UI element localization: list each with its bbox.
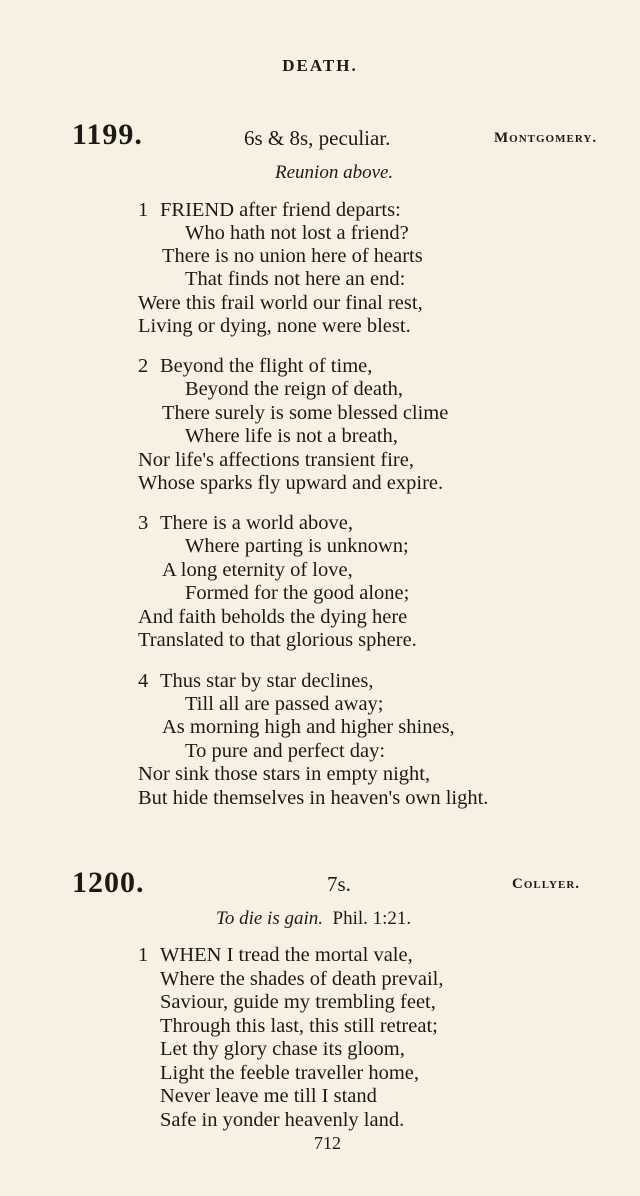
verse-first-line: 1 FRIEND after friend departs: [138, 199, 401, 221]
verse-line: Who hath not lost a friend? [185, 222, 409, 244]
hymn-author: Montgomery. [494, 130, 598, 146]
verse-line: But hide themselves in heaven's own light. [138, 787, 489, 809]
verse-first-line: 2 Beyond the flight of time, [138, 355, 373, 377]
hymn-number: 1200. [72, 866, 145, 899]
verse-line: Whose sparks fly upward and expire. [138, 472, 444, 494]
verse-line: Light the feeble traveller home, [160, 1062, 419, 1084]
verse-number: 1 [138, 944, 149, 966]
verse-line: As morning high and higher shines, [162, 716, 455, 738]
verse-first-line: 3 There is a world above, [138, 512, 353, 534]
hymn-title: To die is gain. Phil. 1:21. [216, 908, 412, 929]
hymn-author: Collyer. [512, 876, 581, 892]
hymn-meter: 6s & 8s, peculiar. [244, 126, 391, 150]
verse-number: 4 [138, 670, 149, 692]
verse-number: 1 [138, 199, 149, 221]
verse-line: There surely is some blessed clime [162, 402, 449, 424]
running-head: DEATH. [282, 56, 358, 75]
verse-line: Formed for the good alone; [185, 582, 410, 604]
verse-number: 3 [138, 512, 149, 534]
verse-line: To pure and perfect day: [185, 740, 386, 762]
verse-line: Where parting is unknown; [185, 535, 409, 557]
verse-line: There is no union here of hearts [162, 245, 423, 267]
hymn-title: Reunion above. [275, 162, 394, 183]
verse-line: Never leave me till I stand [160, 1085, 377, 1107]
verse-first-line: 1 WHEN I tread the mortal vale, [138, 944, 413, 966]
verse-line: Living or dying, none were blest. [138, 315, 411, 337]
verse-line: Saviour, guide my trembling feet, [160, 991, 436, 1013]
verse-line: Were this frail world our final rest, [138, 292, 423, 314]
verse-line: Through this last, this still retreat; [160, 1015, 438, 1037]
verse-line: Let thy glory chase its gloom, [160, 1038, 405, 1060]
verse-line: Translated to that glorious sphere. [138, 629, 417, 651]
verse-line: Safe in yonder heavenly land. [160, 1109, 405, 1131]
scripture-reference: Phil. 1:21. [332, 908, 412, 929]
verse-line: A long eternity of love, [162, 559, 353, 581]
verse-line: Where life is not a breath, [185, 425, 398, 447]
hymn-meter: 7s. [327, 872, 351, 896]
verse-line: Till all are passed away; [185, 693, 384, 715]
verse-line: Nor sink those stars in empty night, [138, 763, 431, 785]
verse-line: Nor life's affections transient fire, [138, 449, 414, 471]
verse-line: Beyond the reign of death, [185, 378, 404, 400]
page-number: 712 [314, 1133, 341, 1153]
verse-first-line: 4 Thus star by star declines, [138, 670, 374, 692]
hymn-number: 1199. [72, 118, 143, 151]
verse-line: Where the shades of death prevail, [160, 968, 444, 990]
verse-line: And faith beholds the dying here [138, 606, 408, 628]
verse-line: That finds not here an end: [185, 268, 406, 290]
verse-number: 2 [138, 355, 149, 377]
